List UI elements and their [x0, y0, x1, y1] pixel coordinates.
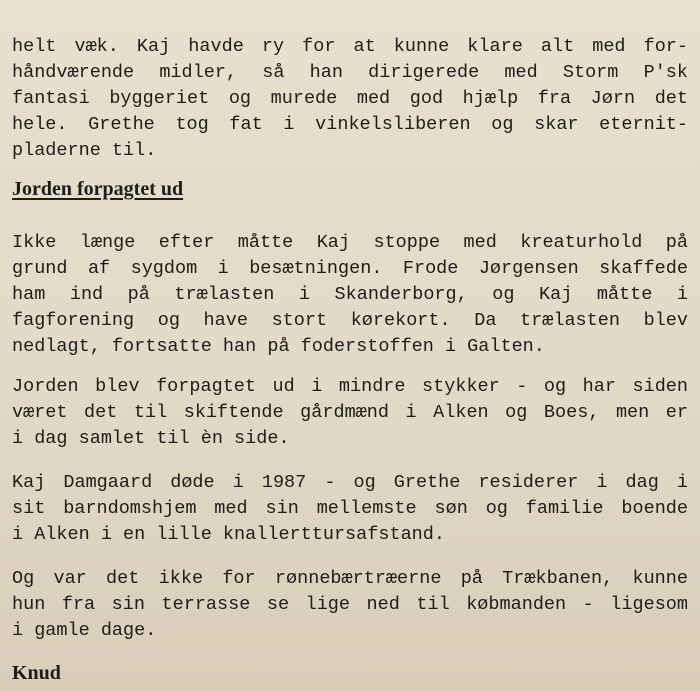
text-line: været det til skiftende gårdmænd i Alken og Boes, men er [12, 402, 688, 423]
text-line: Ikke længe efter måtte Kaj stoppe med kreaturhold på [12, 232, 688, 253]
paragraph-3 [12, 374, 688, 452]
paragraph-1 [12, 34, 688, 164]
text-line: hele. Grethe tog fat i vinkelsliberen og skar eternit- [12, 114, 688, 135]
text-line: grund af sygdom i besætningen. Frode Jørgensen skaffede [12, 258, 688, 279]
paragraph-4 [12, 470, 688, 548]
text-line: nedlagt, fortsatte han på foderstoffen i Galten. [12, 336, 545, 357]
paragraph-5 [12, 566, 688, 644]
text-line: Jorden blev forpagtet ud i mindre stykker - og har siden [12, 376, 688, 397]
text-line: i Alken i en lille knallerttursafstand. [12, 524, 445, 545]
text-line: i gamle dage. [12, 620, 157, 641]
text-line: Kaj Damgaard døde i 1987 - og Grethe residerer i dag i [12, 472, 688, 493]
text-line: i dag samlet til èn side. [12, 428, 290, 449]
text-line: Og var det ikke for rønnebærtræerne på Trækbanen, kunne [12, 568, 688, 589]
text-line: helt væk. Kaj havde ry for at kunne klare alt med for- [12, 36, 688, 57]
text-line: hun fra sin terrasse se lige ned til købmanden - ligesom [12, 594, 688, 615]
signature-name: Knud [12, 662, 61, 684]
text-line: sit barndomshjem med sin mellemste søn og familie boende [12, 498, 688, 519]
text-line: pladerne til. [12, 140, 157, 161]
text-line: ham ind på trælasten i Skanderborg, og Kaj måtte i [12, 284, 688, 305]
paragraph-2 [12, 230, 688, 360]
text-line: fagforening og have stort kørekort. Da trælasten blev [12, 310, 688, 331]
section-heading: Jorden forpagtet ud [12, 178, 184, 200]
text-line: håndværende midler, så han dirigerede med Storm P'sk [12, 62, 688, 83]
text-line: fantasi byggeriet og murede med god hjælp fra Jørn det [12, 88, 688, 109]
